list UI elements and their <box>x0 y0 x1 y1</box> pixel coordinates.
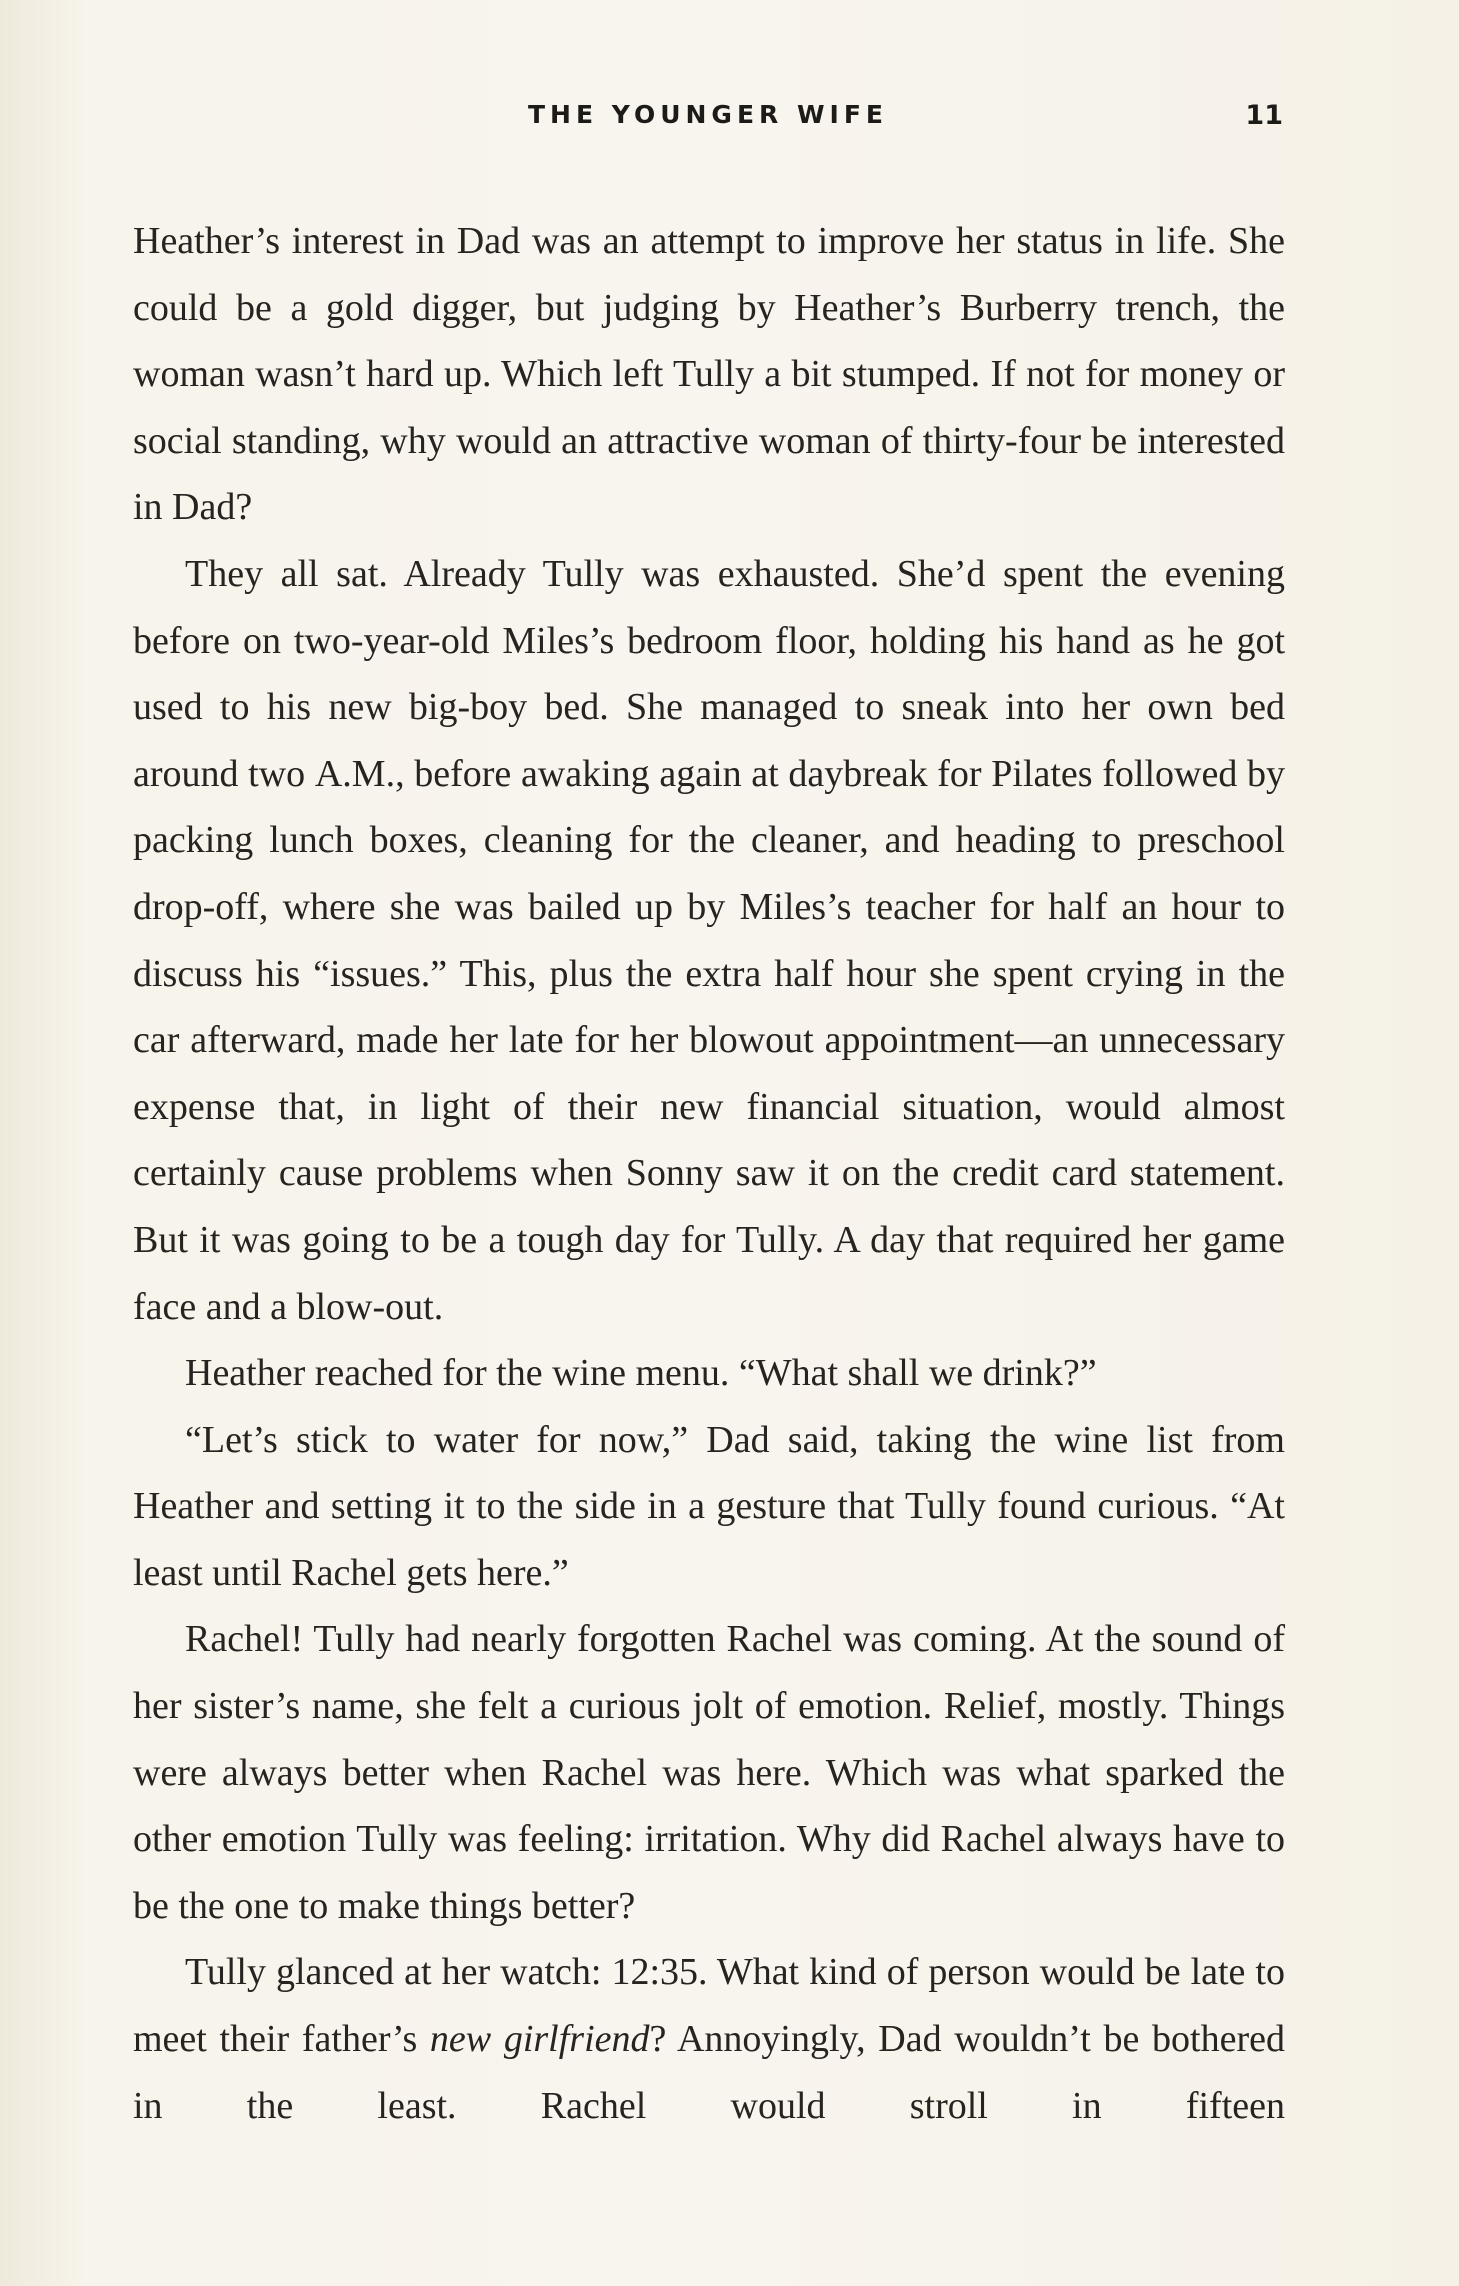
running-head <box>133 100 1283 150</box>
time-abbreviation: A.M. <box>314 752 396 795</box>
paragraph-3: Heather reached for the wine menu. “What shall we drink?” <box>185 1352 1097 1395</box>
paragraph-2-text-a: They all sat. Already Tully was exhausted. She’d spent the evening before on two-year-old Miles’s bedroom floor, holding his hand as he got used to his new big-boy bed. She managed to sneak into her own bed around two <box>133 552 1285 795</box>
paragraph-6-text-b: ? Annoyingly, Dad wouldn’t be bothered in the least. Rachel would stroll in fifteen <box>133 2018 1285 2127</box>
paragraph-2-text-b: , before awaking again at daybreak for Pilates followed by packing lunch boxes, cleaning for the cleaner, and heading to preschool drop-off, where she was bailed up by Miles’s teacher for half an hour to discuss his “issues.” This, plus the extra half hour she spent crying in the car afterward, made her late for her blowout appointment—an unnecessary expense that, in light of their new financial situation, would almost certainly cause problems when Sonny saw it on the credit card statement. But it was going to be a tough day for Tully. A day that required her game face and a blow-out. <box>133 752 1285 1328</box>
emphasized-phrase: new girlfriend <box>429 2018 650 2061</box>
running-title: THE YOUNGER WIFE <box>527 100 889 129</box>
paragraph-4: “Let’s stick to water for now,” Dad said, taking the wine list from Heather and setting it to the side in a gesture that Tully found curious. “At least until Rachel gets here.” <box>133 1418 1285 1594</box>
body-text <box>133 208 1285 2139</box>
page-number: 11 <box>1245 100 1283 131</box>
paragraph-5: Rachel! Tully had nearly forgotten Rachel was coming. At the sound of her sister’s name, she felt a curious jolt of emotion. Relief, mostly. Things were always better when Rachel was here. Which was what sparked the other emotion Tully was feeling: irritation. Why did Rachel always have to be the one to make things better? <box>133 1618 1285 1927</box>
paragraph-6 <box>133 1939 1285 2139</box>
paragraph-2 <box>133 541 1285 1340</box>
paragraph-6-text-a: Tully glanced at her watch: 12:35. What kind of person would be late to meet their father’s <box>133 1951 1285 2061</box>
paragraph-1: Heather’s interest in Dad was an attempt to improve her status in life. She could be a gold digger, but judging by Heather’s Burberry trench, the woman wasn’t hard up. Which left Tully a bit stumped. If not for money or social standing, why would an attractive woman of thirty-four be interested in Dad? <box>133 220 1285 529</box>
